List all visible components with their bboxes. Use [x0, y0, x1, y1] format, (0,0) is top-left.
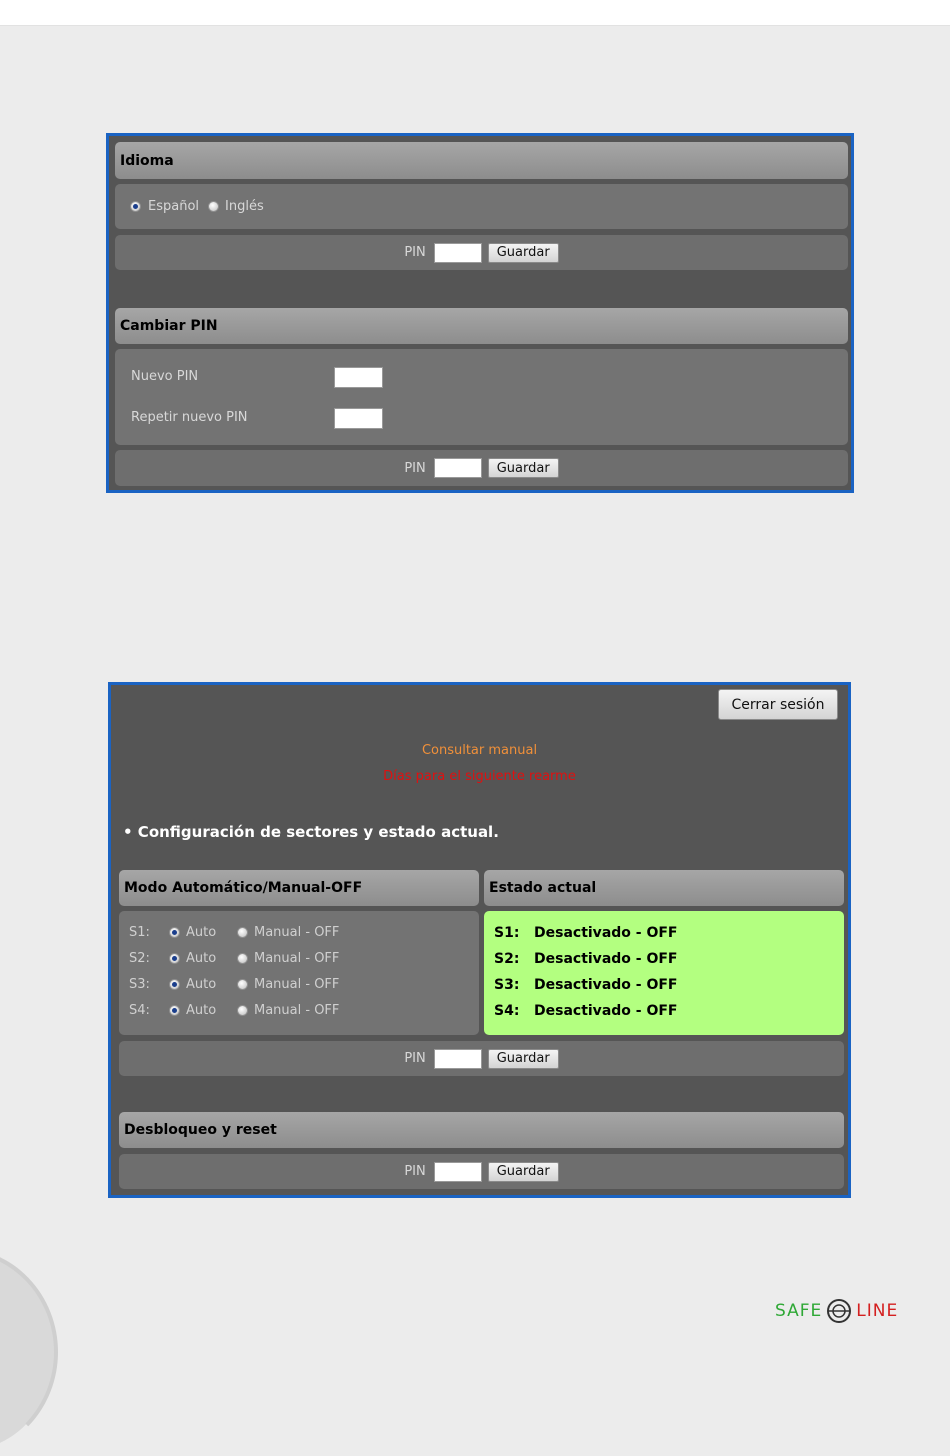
- change-pin-save-button[interactable]: Guardar: [488, 458, 559, 478]
- rearm-warning: Días para el siguiente rearme: [383, 769, 576, 784]
- reset-pin-row: [119, 1154, 844, 1189]
- option-ingles-label: Inglés: [225, 199, 264, 214]
- manual-link[interactable]: Consultar manual: [421, 743, 538, 758]
- language-pin-row: [115, 235, 848, 270]
- mode-box: [119, 911, 479, 1035]
- state-value: Desactivado - OFF: [534, 925, 678, 941]
- sector-id: S4:: [129, 1003, 150, 1018]
- language-options: [115, 184, 848, 229]
- auto-label: Auto: [186, 925, 217, 940]
- new-pin-label: Nuevo PIN: [131, 369, 199, 384]
- state-key: S2:: [494, 951, 520, 967]
- repeat-pin-label: Repetir nuevo PIN: [131, 410, 248, 425]
- pin-label: PIN: [404, 245, 426, 260]
- pin-label: PIN: [404, 1051, 426, 1066]
- sector-row: [129, 951, 339, 966]
- state-value: Desactivado - OFF: [534, 977, 678, 993]
- sector-row: [129, 1003, 339, 1018]
- corner-arc-decoration: [0, 1248, 58, 1456]
- state-row: [494, 951, 678, 967]
- change-pin-title: Cambiar PIN: [120, 318, 218, 334]
- logout-button[interactable]: Cerrar sesión: [718, 689, 838, 720]
- state-row: [494, 1003, 678, 1019]
- radio-espanol[interactable]: [130, 201, 141, 212]
- state-box: [484, 911, 844, 1035]
- sectors-pin-input[interactable]: [434, 1049, 482, 1069]
- s3-manual-radio[interactable]: [237, 979, 248, 990]
- sector-id: S2:: [129, 951, 150, 966]
- state-key: S1:: [494, 925, 520, 941]
- logo-globe-icon: [826, 1298, 852, 1324]
- reset-title: Desbloqueo y reset: [124, 1122, 277, 1138]
- state-row: [494, 925, 678, 941]
- sectors-save-button[interactable]: Guardar: [488, 1049, 559, 1069]
- sectors-panel: [108, 682, 851, 1198]
- sector-row: [129, 925, 339, 940]
- change-pin-header: [115, 308, 848, 344]
- s4-auto-radio[interactable]: [169, 1005, 180, 1016]
- auto-label: Auto: [186, 1003, 217, 1018]
- state-value: Desactivado - OFF: [534, 951, 678, 967]
- mode-header: [119, 870, 479, 906]
- s1-auto-radio[interactable]: [169, 927, 180, 938]
- sectors-pin-row: [119, 1041, 844, 1076]
- state-header: [484, 870, 844, 906]
- sector-id: S1:: [129, 925, 150, 940]
- manual-label: Manual - OFF: [254, 977, 340, 992]
- reset-header: [119, 1112, 844, 1148]
- state-value: Desactivado - OFF: [534, 1003, 678, 1019]
- pin-label: PIN: [404, 460, 426, 476]
- settings-panel: [106, 133, 854, 493]
- logo-word-left: SAFE: [775, 1301, 823, 1321]
- option-espanol-label: Español: [148, 199, 200, 214]
- pin-label: PIN: [404, 1164, 426, 1179]
- state-key: S4:: [494, 1003, 520, 1019]
- safeline-logo: [775, 1298, 898, 1324]
- s3-auto-radio[interactable]: [169, 979, 180, 990]
- language-save-button[interactable]: Guardar: [488, 243, 559, 263]
- s1-manual-radio[interactable]: [237, 927, 248, 938]
- s4-manual-radio[interactable]: [237, 1005, 248, 1016]
- top-bar: [0, 0, 950, 26]
- section-heading: • Configuración de sectores y estado actual.: [123, 823, 499, 841]
- manual-label: Manual - OFF: [254, 925, 340, 940]
- state-row: [494, 977, 678, 993]
- state-title: Estado actual: [489, 880, 597, 896]
- mode-title: Modo Automático/Manual-OFF: [124, 880, 363, 896]
- change-pin-fields: [115, 349, 848, 445]
- s2-manual-radio[interactable]: [237, 953, 248, 964]
- manual-label: Manual - OFF: [254, 951, 340, 966]
- language-header: [115, 142, 848, 179]
- sector-row: [129, 977, 339, 992]
- auto-label: Auto: [186, 977, 217, 992]
- sector-id: S3:: [129, 977, 150, 992]
- reset-pin-input[interactable]: [434, 1162, 482, 1182]
- state-key: S3:: [494, 977, 520, 993]
- change-pin-pin-input[interactable]: [434, 458, 482, 478]
- logo-word-right: LINE: [856, 1301, 899, 1321]
- new-pin-input[interactable]: [334, 367, 383, 388]
- language-pin-input[interactable]: [434, 243, 482, 263]
- reset-save-button[interactable]: Guardar: [488, 1162, 559, 1182]
- change-pin-pin-row: [115, 450, 848, 486]
- repeat-pin-input[interactable]: [334, 408, 383, 429]
- auto-label: Auto: [186, 951, 217, 966]
- language-title: Idioma: [120, 152, 174, 169]
- radio-ingles[interactable]: [208, 201, 219, 212]
- manual-label: Manual - OFF: [254, 1003, 340, 1018]
- s2-auto-radio[interactable]: [169, 953, 180, 964]
